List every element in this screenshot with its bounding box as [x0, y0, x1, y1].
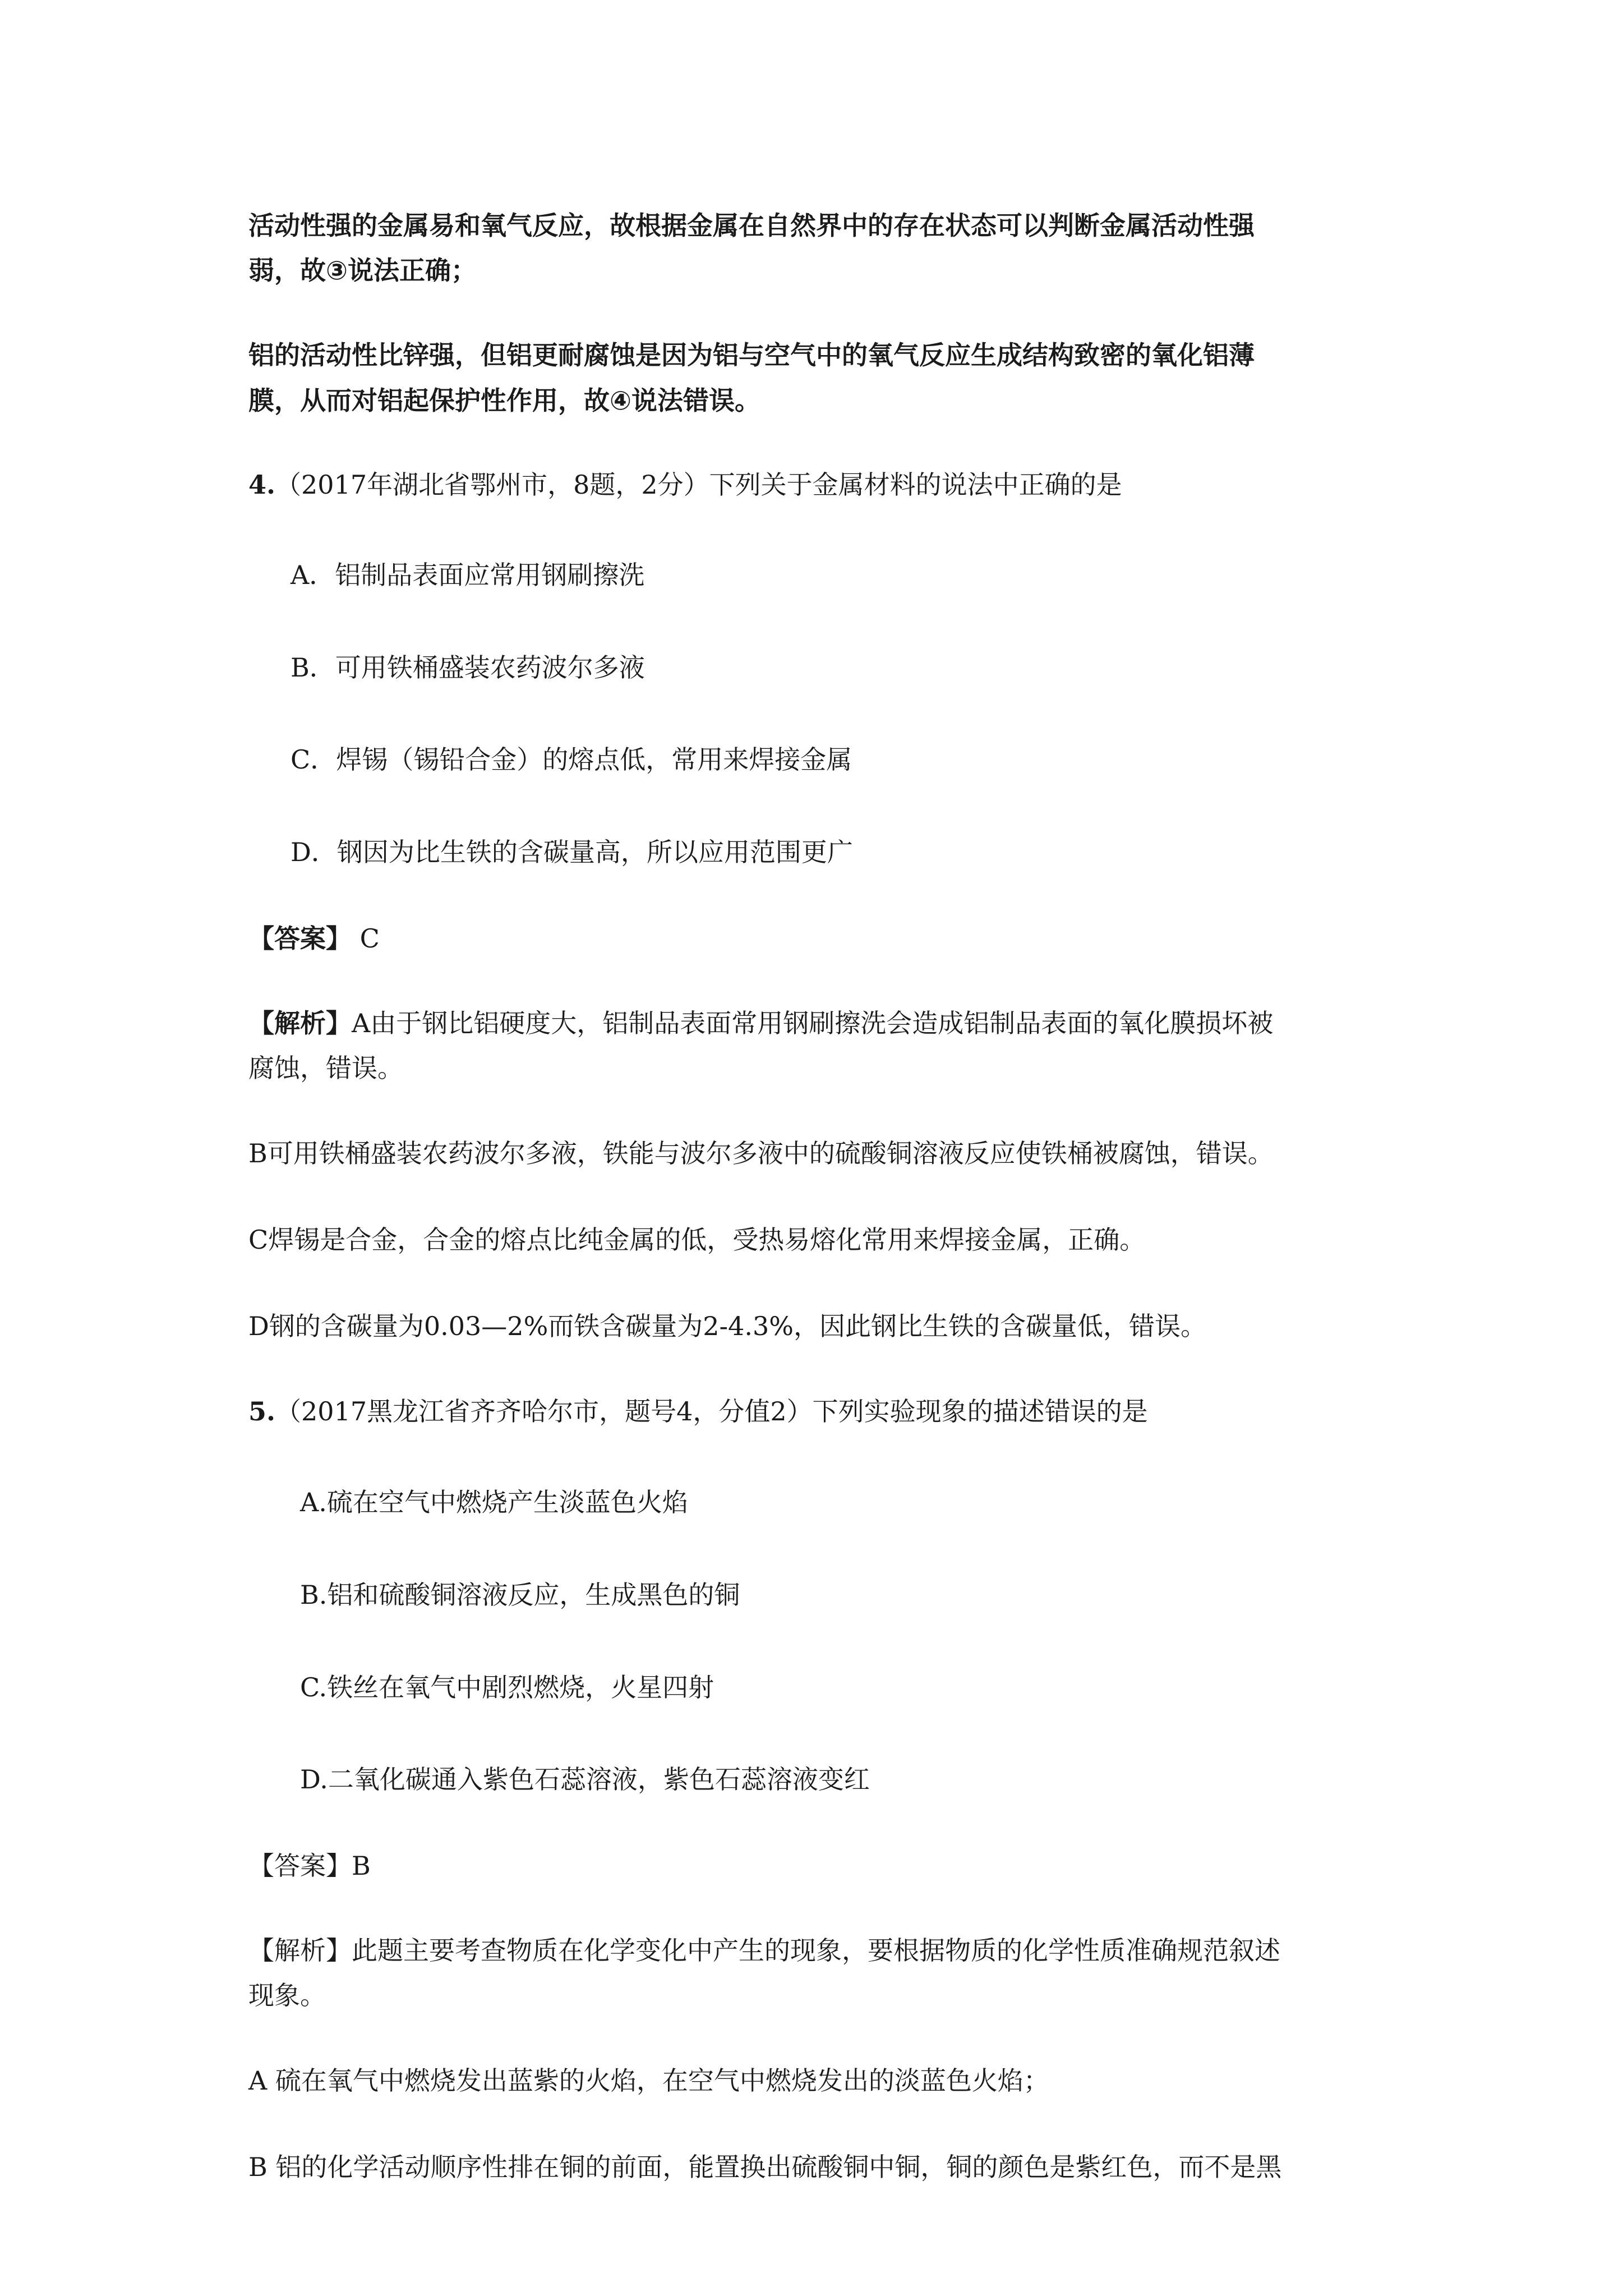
analysis-tag: 【解析】	[248, 1008, 352, 1038]
analysis-text: 此题主要考查物质在化学变化中产生的现象，要根据物质的化学性质准确规范叙述	[352, 1935, 1280, 1966]
question-4-stem-text: （2017年湖北省鄂州市，8题，2分）下列关于金属材料的说法中正确的是	[275, 470, 1122, 500]
question-5-stem-text: （2017黑龙江省齐齐哈尔市，题号4，分值2）下列实验现象的描述错误的是	[275, 1396, 1148, 1427]
question-5-option-b: B.铝和硫酸铜溶液反应，生成黑色的铜	[300, 1580, 740, 1610]
prev-explanation-3-line-2: 弱，故③说法正确；	[248, 255, 477, 286]
question-5-analysis-line-1	[248, 1934, 1280, 1967]
question-5-option-a: A.硫在空气中燃烧产生淡蓝色火焰	[300, 1487, 688, 1517]
question-4-answer	[248, 922, 380, 955]
question-5-option-d: D.二氧化碳通入紫色石蕊溶液，紫色石蕊溶液变红	[300, 1764, 870, 1795]
question-4-stem	[248, 468, 1122, 501]
question-5-answer	[248, 1849, 371, 1883]
question-4-analysis-d: D钢的含碳量为0.03—2%而铁含碳量为2-4.3%，因此钢比生铁的含碳量低，错误。	[248, 1311, 1206, 1341]
question-5-analysis-line-2: 现象。	[248, 1980, 326, 2010]
analysis-tag: 【解析】	[248, 1935, 352, 1966]
question-4-analysis-b: B可用铁桶盛装农药波尔多液，铁能与波尔多液中的硫酸铜溶液反应使铁桶被腐蚀，错误。	[248, 1138, 1274, 1168]
question-4-option-a: A．铝制品表面应常用钢刷擦洗	[291, 560, 645, 590]
analysis-text: A由于钢比铝硬度大，铝制品表面常用钢刷擦洗会造成铝制品表面的氧化膜损坏被	[352, 1008, 1274, 1038]
question-4-analysis-c: C焊锡是合金，合金的熔点比纯金属的低，受热易熔化常用来焊接金属，正确。	[248, 1225, 1146, 1255]
question-5-option-c: C.铁丝在氧气中剧烈燃烧，火星四射	[300, 1672, 714, 1703]
prev-explanation-3-line-1: 活动性强的金属易和氧气反应，故根据金属在自然界中的存在状态可以判断金属活动性强	[248, 210, 1255, 241]
question-5-number: 5.	[248, 1396, 276, 1427]
answer-value: C	[352, 923, 380, 954]
answer-value: B	[352, 1851, 371, 1881]
prev-explanation-4-line-2: 膜，从而对铝起保护性作用，故④说法错误。	[248, 385, 760, 416]
prev-explanation-4-line-1: 铝的活动性比锌强，但铝更耐腐蚀是因为铝与空气中的氧气反应生成结构致密的氧化铝薄	[248, 340, 1255, 370]
answer-tag: 【答案】	[248, 1851, 352, 1881]
answer-tag: 【答案】	[248, 923, 352, 954]
question-4-option-d: D．钢因为比生铁的含碳量高，所以应用范围更广	[291, 837, 853, 867]
question-4-option-b: B．可用铁桶盛装农药波尔多液	[291, 652, 645, 683]
question-5-stem	[248, 1395, 1148, 1428]
question-4-analysis-line-1	[248, 1006, 1273, 1040]
question-4-number: 4.	[248, 470, 276, 500]
question-4-option-c: C．焊锡（锡铅合金）的熔点低，常用来焊接金属	[291, 744, 852, 775]
question-5-analysis-b: B 铝的化学活动顺序性排在铜的前面，能置换出硫酸铜中铜，铜的颜色是紫红色，而不是黑	[248, 2152, 1282, 2182]
question-4-analysis-line-2: 腐蚀，错误。	[248, 1053, 403, 1083]
question-5-analysis-a: A 硫在氧气中燃烧发出蓝紫的火焰，在空气中燃烧发出的淡蓝色火焰；	[248, 2065, 1049, 2096]
